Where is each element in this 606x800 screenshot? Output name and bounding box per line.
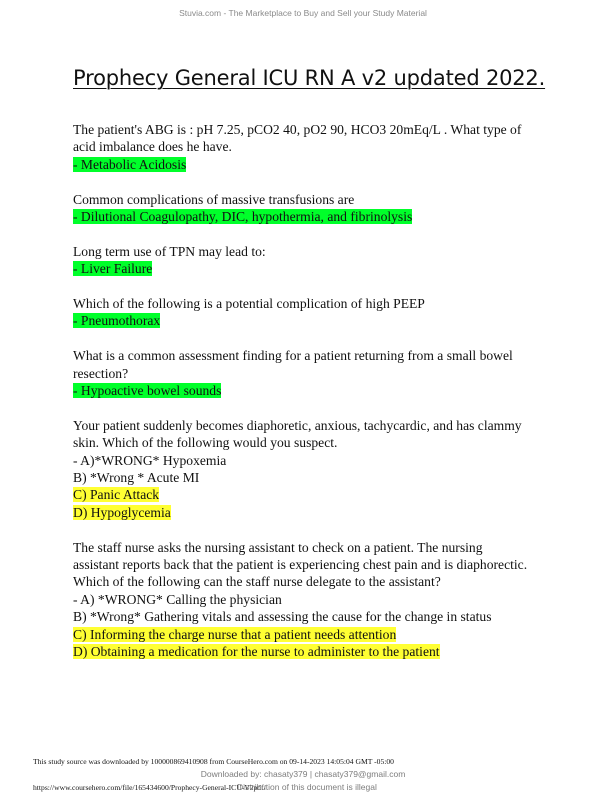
answer-option: - A)*WRONG* Hypoxemia bbox=[73, 452, 227, 468]
downloaded-by-watermark: Downloaded by: chasaty379 | chasaty379@gmail.com bbox=[200, 769, 406, 779]
stuvia-watermark: Stuvia.com - The Marketplace to Buy and Sell your Study Material bbox=[179, 8, 427, 18]
question-block bbox=[73, 243, 553, 278]
answer-option: B) *Wrong * Acute MI bbox=[73, 470, 200, 486]
answer-line bbox=[73, 626, 553, 643]
highlighted-answer: - Dilutional Coagulopathy, DIC, hypothermia, and fibrinolysis bbox=[73, 209, 413, 225]
highlighted-answer: D) Obtaining a medication for the nurse to administer to the patient bbox=[73, 644, 440, 660]
answer-line bbox=[73, 608, 553, 625]
question-text: skin. Which of the following would you suspect. bbox=[73, 435, 338, 451]
highlighted-answer: C) Panic Attack bbox=[73, 487, 160, 503]
question-text: Your patient suddenly becomes diaphoretic, anxious, tachycardic, and has clammy bbox=[73, 417, 522, 433]
answer-option: B) *Wrong* Gathering vitals and assessing the cause for the change in status bbox=[73, 609, 492, 625]
question-text: Which of the following is a potential complication of high PEEP bbox=[73, 296, 425, 312]
question-block bbox=[73, 417, 553, 521]
highlighted-answer: - Metabolic Acidosis bbox=[73, 156, 187, 172]
document-title: Prophecy General ICU RN A v2 updated 2022. bbox=[73, 66, 546, 90]
highlighted-answer: C) Informing the charge nurse that a patient needs attention bbox=[73, 626, 397, 642]
answer-line bbox=[73, 469, 553, 486]
answer-line bbox=[73, 452, 553, 469]
question-block bbox=[73, 539, 553, 661]
question-text: The patient's ABG is : pH 7.25, pCO2 40, pO2 90, HCO3 20mEq/L . What type of bbox=[73, 122, 522, 137]
question-text: Which of the following can the staff nurse delegate to the assistant? bbox=[73, 574, 441, 590]
highlighted-answer: - Liver Failure bbox=[73, 261, 153, 277]
answer-line bbox=[73, 591, 553, 608]
answer-line bbox=[73, 208, 553, 225]
download-source-notice: This study source was downloaded by 100000869410908 from CourseHero.com on 09-14-2023 14:05:04 GMT -05:00 bbox=[33, 757, 394, 766]
question-block bbox=[73, 347, 553, 399]
question-text: acid imbalance does he have. bbox=[73, 139, 232, 155]
question-block bbox=[73, 295, 553, 330]
answer-option: - A) *WRONG* Calling the physician bbox=[73, 591, 282, 607]
question-text: The staff nurse asks the nursing assistant to check on a patient. The nursing bbox=[73, 539, 483, 555]
highlighted-answer: - Pneumothorax bbox=[73, 313, 161, 329]
answer-line bbox=[73, 643, 553, 660]
source-url-link[interactable]: https://www.coursehero.com/file/165434600/Prophecy-General-ICU-V2pdf/ bbox=[33, 783, 266, 792]
distribution-illegal-watermark: Distribution of this document is illegal bbox=[237, 782, 377, 792]
answer-line bbox=[73, 312, 553, 329]
answer-line bbox=[73, 486, 553, 503]
question-text: Long term use of TPN may lead to: bbox=[73, 243, 266, 259]
question-text: resection? bbox=[73, 365, 129, 381]
answer-line bbox=[73, 156, 553, 173]
question-block bbox=[73, 121, 553, 173]
answer-line bbox=[73, 382, 553, 399]
question-text: assistant reports back that the patient is experiencing chest pain and is diaphorectic. bbox=[73, 557, 528, 573]
answer-line bbox=[73, 260, 553, 277]
question-list bbox=[73, 121, 553, 678]
question-block bbox=[73, 191, 553, 226]
highlighted-answer: - Hypoactive bowel sounds bbox=[73, 383, 222, 399]
question-text: Common complications of massive transfusions are bbox=[73, 191, 355, 207]
question-text: What is a common assessment finding for a patient returning from a small bowel bbox=[73, 348, 513, 364]
answer-line bbox=[73, 504, 553, 521]
highlighted-answer: D) Hypoglycemia bbox=[73, 504, 171, 520]
